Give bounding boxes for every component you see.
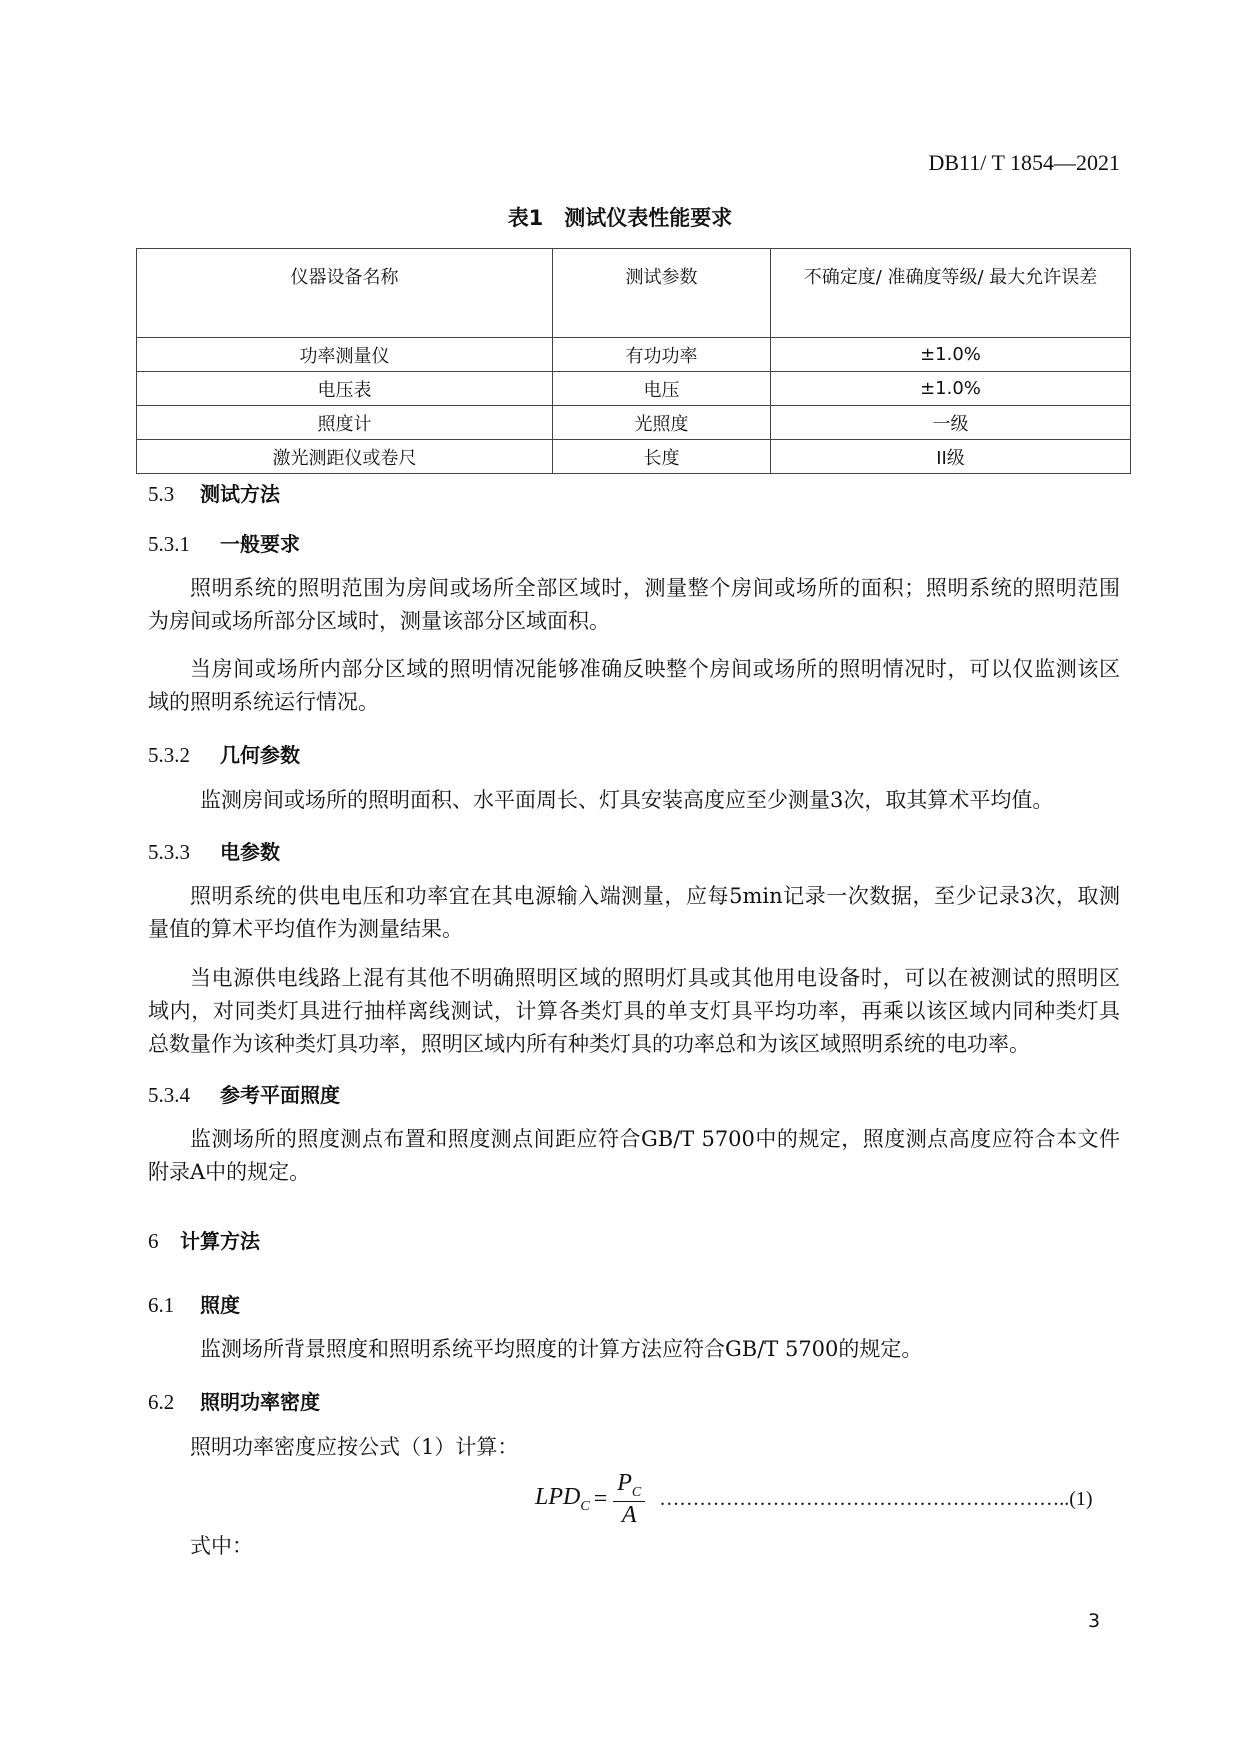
text-line: 当电源供电线路上混有其他不明确照明区域的照明灯具或其他用电设备时，可以在被测试的照明区 — [190, 966, 1120, 990]
paragraph — [158, 1333, 1130, 1366]
section-title: 电参数 — [220, 840, 280, 864]
paragraph — [148, 572, 1120, 638]
column-header: 仪器设备名称 — [137, 249, 553, 338]
text-line: 域内，对同类灯具进行抽样离线测试，计算各类灯具的单支灯具平均功率，再乘以该区域内同种类灯具 — [148, 999, 1120, 1023]
section-number: 5.3.4 — [148, 1083, 190, 1107]
section-heading-5-3-2 — [148, 739, 300, 768]
section-number: 5.3.2 — [148, 743, 190, 767]
text-line: 照明系统的照明范围为房间或场所全部区域时，测量整个房间或场所的面积；照明系统的照明范围 — [190, 576, 1120, 600]
table-cell: 激光测距仪或卷尺 — [137, 440, 553, 474]
text-line: 监测房间或场所的照明面积、水平面周长、灯具安装高度应至少测量3次，取其算术平均值。 — [200, 788, 1054, 812]
section-number: 6.1 — [148, 1293, 175, 1317]
paragraph — [148, 962, 1120, 1061]
table-cell: ±1.0% — [771, 372, 1131, 406]
numerator-symbol: P — [617, 1470, 632, 1496]
table-cell: 有功功率 — [553, 338, 771, 372]
section-number: 6 — [148, 1229, 159, 1253]
table-row — [137, 406, 1131, 440]
paragraph — [148, 1530, 1120, 1563]
text-line: 监测场所背景照度和照明系统平均照度的计算方法应符合GB/T 5700的规定。 — [200, 1337, 923, 1361]
formula-1 — [535, 1470, 1093, 1529]
lhs-symbol: LPD — [535, 1484, 581, 1510]
text-line: 总数量作为该种类灯具功率，照明区域内所有种类灯具的功率总和为该区域照明系统的电功率。 — [148, 1032, 1030, 1056]
section-heading-6-2 — [148, 1386, 320, 1415]
table-title: 表1 测试仪表性能要求 — [507, 206, 733, 230]
text-line: 照明功率密度应按公式（1）计算： — [190, 1435, 519, 1459]
section-number: 6.2 — [148, 1390, 175, 1414]
section-title: 一般要求 — [220, 532, 300, 556]
section-heading-6 — [148, 1225, 260, 1254]
paragraph — [148, 1123, 1120, 1189]
equals-sign: = — [593, 1485, 608, 1512]
paragraph — [158, 784, 1130, 817]
table-cell: 电压 — [553, 372, 771, 406]
section-heading-5-3 — [148, 478, 280, 507]
table-cell: ±1.0% — [771, 338, 1131, 372]
formula-lhs — [535, 1484, 590, 1515]
column-header: 不确定度/ 准确度等级/ 最大允许误差 — [771, 249, 1131, 338]
fraction — [613, 1470, 645, 1529]
text-line: 量值的算术平均值作为测量结果。 — [148, 917, 463, 941]
section-heading-5-3-1 — [148, 528, 300, 557]
section-heading-5-3-4 — [148, 1079, 340, 1108]
document-id: DB11/ T 1854—2021 — [928, 150, 1120, 175]
section-heading-5-3-3 — [148, 836, 280, 865]
table-cell: 照度计 — [137, 406, 553, 440]
table-cell: II级 — [771, 440, 1131, 474]
table-row — [137, 372, 1131, 406]
section-title: 参考平面照度 — [220, 1083, 340, 1107]
numerator-subscript: C — [631, 1484, 642, 1500]
table-header-row — [137, 249, 1131, 338]
paragraph — [148, 653, 1120, 719]
section-number: 5.3 — [148, 482, 175, 506]
text-line: 监测场所的照度测点布置和照度测点间距应符合GB/T 5700中的规定，照度测点高度应符合本文件 — [190, 1127, 1120, 1151]
section-title: 计算方法 — [180, 1229, 260, 1253]
equation-number: (1) — [1069, 1487, 1093, 1510]
text-line: 域的照明系统运行情况。 — [148, 690, 379, 714]
leader-dots: …………………………………………………….. — [659, 1487, 1070, 1510]
instrument-requirements-table — [136, 248, 1131, 474]
numerator — [613, 1470, 645, 1502]
section-number: 5.3.1 — [148, 532, 190, 556]
table-row — [137, 440, 1131, 474]
table-cell: 光照度 — [553, 406, 771, 440]
page-number: 3 — [1088, 1610, 1101, 1632]
paragraph — [148, 880, 1120, 946]
table-row — [137, 338, 1131, 372]
table-cell: 电压表 — [137, 372, 553, 406]
table-cell: 一级 — [771, 406, 1131, 440]
paragraph — [148, 1431, 1120, 1464]
text-line: 当房间或场所内部分区域的照明情况能够准确反映整个房间或场所的照明情况时，可以仅监测该区 — [190, 657, 1120, 681]
text-line: 照明系统的供电电压和功率宜在其电源输入端测量，应每5min记录一次数据，至少记录3次，取测 — [190, 884, 1120, 908]
column-header: 测试参数 — [553, 249, 771, 338]
section-title: 照明功率密度 — [200, 1390, 320, 1414]
section-heading-6-1 — [148, 1289, 240, 1318]
section-title: 测试方法 — [200, 482, 280, 506]
section-title: 照度 — [200, 1293, 240, 1317]
text-line: 式中： — [190, 1534, 253, 1558]
table-cell: 长度 — [553, 440, 771, 474]
section-number: 5.3.3 — [148, 840, 190, 864]
denominator: A — [621, 1501, 637, 1528]
lhs-subscript: C — [580, 1498, 590, 1514]
section-title: 几何参数 — [220, 743, 300, 767]
text-line: 附录A中的规定。 — [148, 1160, 311, 1184]
table-cell: 功率测量仪 — [137, 338, 553, 372]
text-line: 为房间或场所部分区域时，测量该部分区域面积。 — [148, 609, 610, 633]
